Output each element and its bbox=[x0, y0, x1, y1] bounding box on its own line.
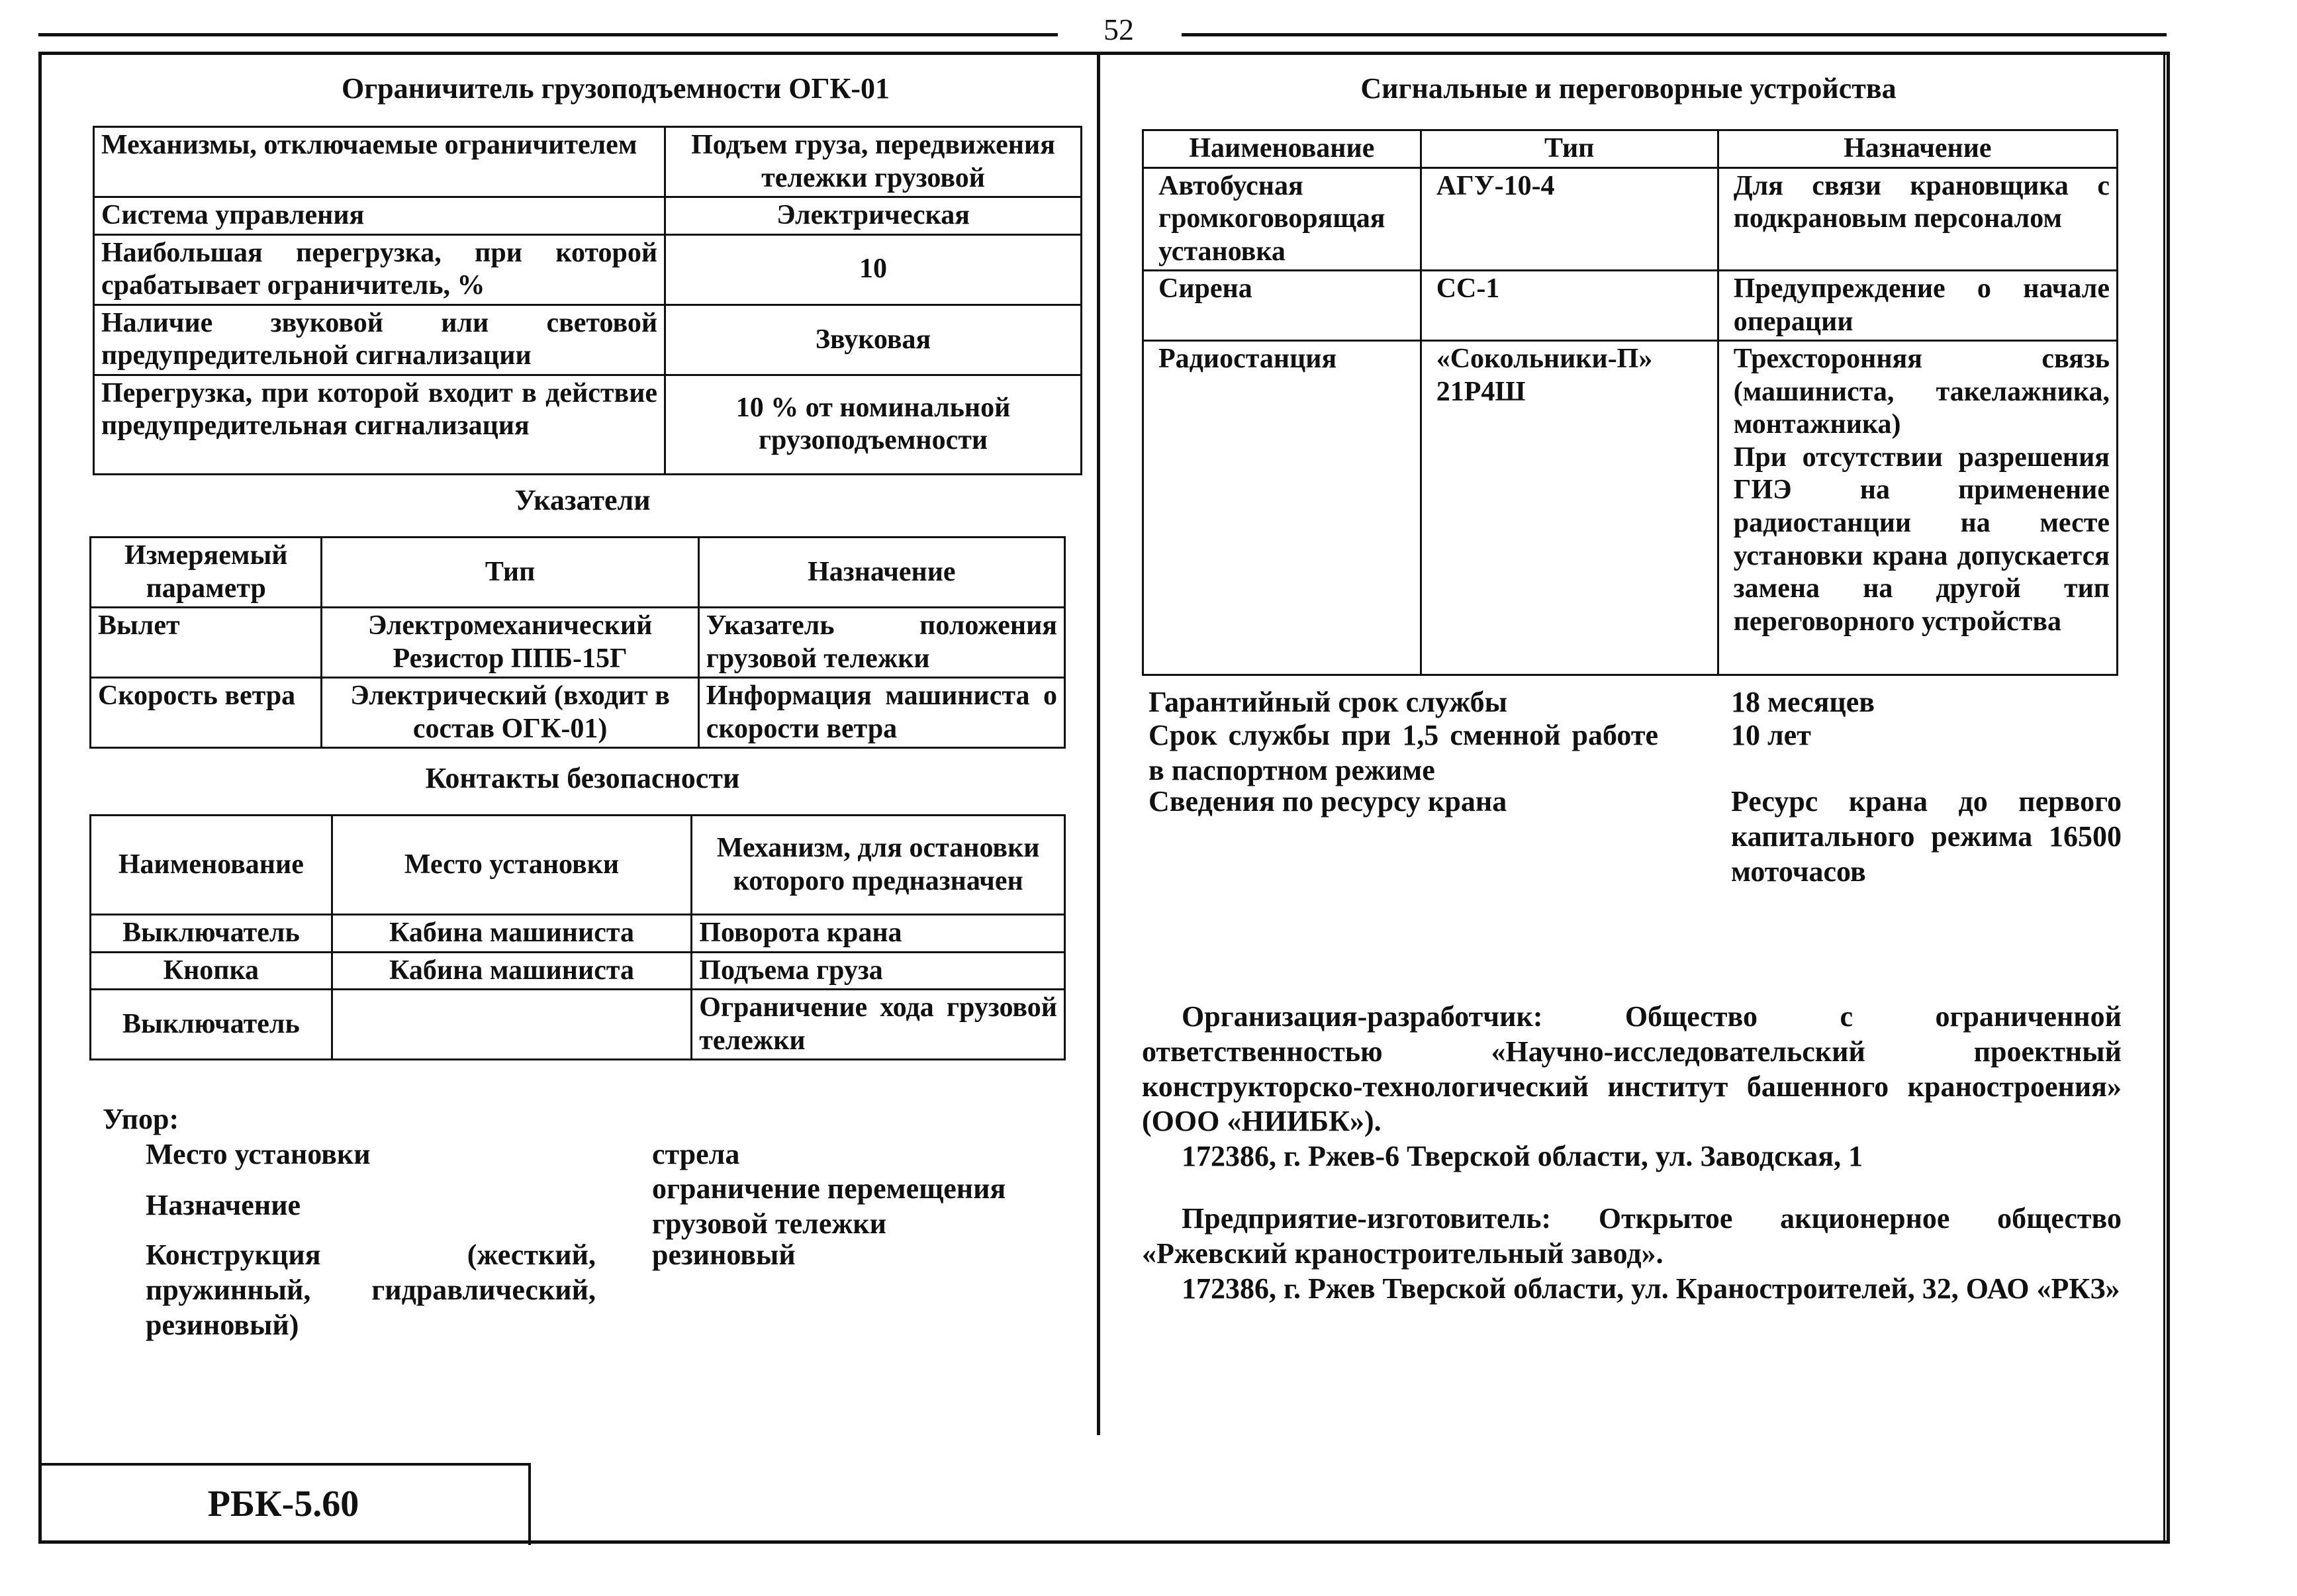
ogk-label: Система управления bbox=[94, 197, 665, 235]
signals-cell: Сирена bbox=[1143, 271, 1421, 341]
table-row bbox=[91, 952, 1065, 990]
service-label: Гарантийный срок службы bbox=[1148, 686, 1507, 718]
signals-cell: Радиостанция bbox=[1143, 341, 1421, 675]
contacts-table bbox=[89, 814, 1066, 1060]
radio-purpose: Трехсторонняя связь (машиниста, такелажника, монтажника) bbox=[1733, 344, 2110, 440]
ogk-value: Подъем груза, передвижения тележки грузовой bbox=[665, 127, 1082, 197]
contacts-header: Механизм, для остановки которого предназначен bbox=[692, 816, 1065, 915]
stop-label: Место установки bbox=[146, 1138, 371, 1170]
signals-cell: Автобусная громкоговорящая установка bbox=[1143, 167, 1421, 271]
signals-cell bbox=[1718, 341, 2117, 675]
manufacturer-text: Предприятие-изготовитель: Открытое акционерное общество «Ржевский краностроительный завод». bbox=[1142, 1202, 2122, 1270]
stop-value: ограничение перемещения грузовой тележки bbox=[652, 1172, 1006, 1240]
manufacturer-address: 172386, г. Ржев Тверской области, ул. Краностроителей, 32, ОАО «РКЗ» bbox=[1182, 1272, 2120, 1305]
indicators-cell: Электрический (входит в состав ОГК-01) bbox=[322, 678, 698, 748]
ogk-label: Механизмы, отключаемые ограничителем bbox=[94, 127, 665, 197]
ogk-value: Электрическая bbox=[665, 197, 1082, 235]
table-row bbox=[94, 197, 1082, 235]
signals-table bbox=[1142, 129, 2118, 676]
service-value: 18 месяцев bbox=[1731, 686, 1875, 718]
table-row bbox=[94, 305, 1082, 375]
table-row bbox=[94, 127, 1082, 197]
contacts-header: Наименование bbox=[91, 816, 332, 915]
stop-title: Упор: bbox=[103, 1103, 179, 1135]
signals-cell: АГУ-10-4 bbox=[1421, 167, 1718, 271]
document-code: РБК-5.60 bbox=[207, 1483, 359, 1525]
service-value: 10 лет bbox=[1731, 719, 1811, 751]
stop-label: Назначение bbox=[146, 1189, 301, 1221]
ogk-table bbox=[93, 126, 1082, 475]
contacts-cell: Кнопка bbox=[91, 952, 332, 990]
table-row bbox=[91, 538, 1065, 608]
table-row bbox=[1143, 271, 2118, 341]
ogk-label: Наличие звуковой или световой предупредительной сигнализации bbox=[94, 305, 665, 375]
indicators-cell: Вылет bbox=[91, 608, 322, 678]
signals-title: Сигнальные и переговорные устройства bbox=[1360, 72, 1897, 105]
table-row bbox=[91, 990, 1065, 1060]
signals-header: Назначение bbox=[1718, 130, 2117, 168]
signals-header: Наименование bbox=[1143, 130, 1421, 168]
contacts-cell bbox=[332, 990, 692, 1060]
table-row bbox=[1143, 130, 2118, 168]
signals-cell: «Сокольники-П» 21Р4Ш bbox=[1421, 341, 1718, 675]
table-row bbox=[91, 608, 1065, 678]
table-row bbox=[1143, 167, 2118, 271]
contacts-cell: Кабина машиниста bbox=[332, 952, 692, 990]
indicators-cell: Скорость ветра bbox=[91, 678, 322, 748]
stop-value: стрела bbox=[652, 1138, 740, 1170]
developer-info bbox=[1142, 1000, 2122, 1174]
contacts-cell: Кабина машиниста bbox=[332, 915, 692, 953]
signals-cell: Для связи крановщика с подкрановым персоналом bbox=[1718, 167, 2117, 271]
indicators-header: Измеряемый параметр bbox=[91, 538, 322, 608]
contacts-cell: Подъема груза bbox=[692, 952, 1065, 990]
ogk-value: Звуковая bbox=[665, 305, 1082, 375]
frame-edge bbox=[2163, 52, 2165, 1541]
indicators-table bbox=[89, 536, 1066, 749]
column-divider bbox=[1097, 52, 1100, 1435]
service-label: Сведения по ресурсу крана bbox=[1148, 785, 1507, 818]
developer-text: Организация-разработчик: Общество с ограниченной ответственностью «Научно-исследовательский проектный конструкторско-технологический институт башенного краностроения» (ООО «НИИБК»). bbox=[1142, 1000, 2122, 1138]
manufacturer-info bbox=[1142, 1201, 2122, 1306]
indicators-header: Тип bbox=[322, 538, 698, 608]
contacts-header: Место установки bbox=[332, 816, 692, 915]
stamp-box bbox=[38, 1463, 531, 1545]
table-row bbox=[94, 234, 1082, 305]
contacts-cell: Ограничение хода грузовой тележки bbox=[692, 990, 1065, 1060]
indicators-title: Указатели bbox=[514, 484, 651, 516]
developer-address: 172386, г. Ржев-6 Тверской области, ул. Заводская, 1 bbox=[1182, 1140, 1863, 1173]
table-row bbox=[1143, 341, 2118, 675]
service-label: Срок службы при 1,5 сменной работе в паспортном режиме bbox=[1148, 719, 1658, 786]
indicators-cell: Информация машиниста о скорости ветра bbox=[698, 678, 1064, 748]
ogk-value: 10 % от номинальной грузоподъемности bbox=[665, 375, 1082, 474]
page-number: 52 bbox=[1103, 13, 1134, 46]
ogk-value: 10 bbox=[665, 234, 1082, 305]
stop-label: Конструкция (жесткий, пружинный, гидравлический, резиновый) bbox=[146, 1239, 596, 1341]
indicators-header: Назначение bbox=[698, 538, 1064, 608]
ogk-title: Ограничитель грузоподъемности ОГК-01 bbox=[341, 72, 890, 105]
signals-cell: СС-1 bbox=[1421, 271, 1718, 341]
top-rule-left bbox=[38, 33, 1058, 36]
contacts-cell: Поворота крана bbox=[692, 915, 1065, 953]
table-row bbox=[91, 915, 1065, 953]
indicators-cell: Электромеханический Резистор ППБ-15Г bbox=[322, 608, 698, 678]
top-rule-right bbox=[1182, 33, 2167, 36]
radio-note: При отсутствии разрешения ГИЭ на применение радиостанции на месте установки крана допускается замена на другой тип переговорного устройства bbox=[1733, 442, 2110, 637]
contacts-cell: Выключатель bbox=[91, 915, 332, 953]
table-row bbox=[91, 678, 1065, 748]
signals-cell: Предупреждение о начале операции bbox=[1718, 271, 2117, 341]
indicators-cell: Указатель положения грузовой тележки bbox=[698, 608, 1064, 678]
ogk-label: Наибольшая перегрузка, при которой срабатывает ограничитель, % bbox=[94, 234, 665, 305]
table-row bbox=[94, 375, 1082, 474]
stop-value: резиновый bbox=[652, 1239, 796, 1271]
service-value: Ресурс крана до первого капитального режима 16500 моточасов bbox=[1731, 785, 2122, 888]
ogk-label: Перегрузка, при которой входит в действие предупредительная сигнализация bbox=[94, 375, 665, 474]
signals-header: Тип bbox=[1421, 130, 1718, 168]
table-row bbox=[91, 816, 1065, 915]
contacts-cell: Выключатель bbox=[91, 990, 332, 1060]
contacts-title: Контакты безопасности bbox=[425, 762, 740, 794]
